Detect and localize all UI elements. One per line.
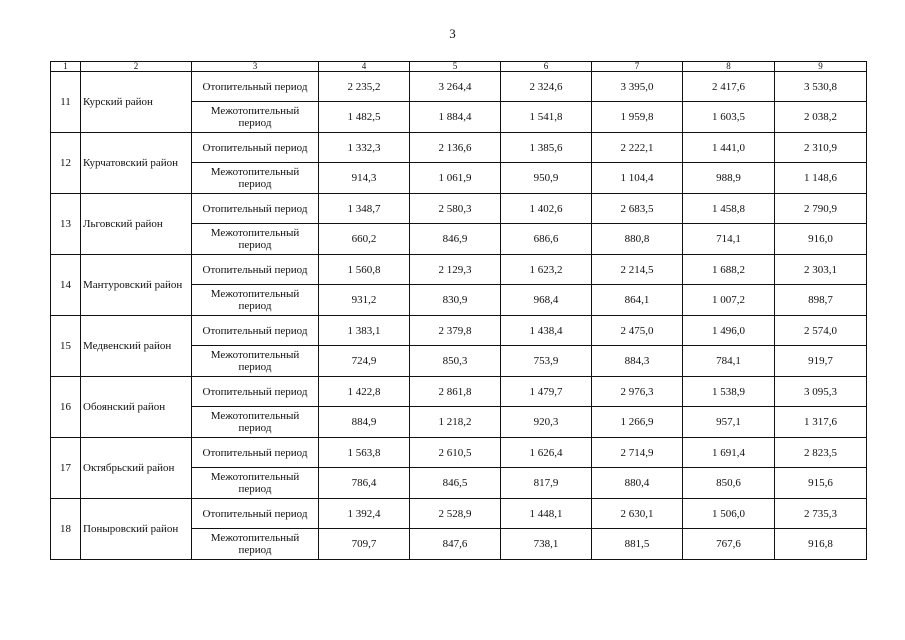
row-number: 14 [51, 255, 81, 316]
value-cell: 968,4 [501, 285, 592, 316]
value-cell: 880,4 [592, 468, 683, 499]
value-cell: 931,2 [319, 285, 410, 316]
value-cell: 2 630,1 [592, 499, 683, 529]
value-cell: 2 610,5 [410, 438, 501, 468]
value-cell: 2 222,1 [592, 133, 683, 163]
value-cell: 2 235,2 [319, 72, 410, 102]
column-number-row [51, 62, 867, 72]
value-cell: 1 266,9 [592, 407, 683, 438]
value-cell: 1 603,5 [683, 102, 775, 133]
value-cell: 686,6 [501, 224, 592, 255]
table-row [51, 194, 867, 224]
value-cell: 2 214,5 [592, 255, 683, 285]
value-cell: 916,8 [775, 529, 867, 560]
value-cell: 2 823,5 [775, 438, 867, 468]
district-name: Льговский район [81, 194, 192, 255]
value-cell: 988,9 [683, 163, 775, 194]
value-cell: 880,8 [592, 224, 683, 255]
value-cell: 884,9 [319, 407, 410, 438]
column-number: 9 [775, 62, 867, 72]
value-cell: 914,3 [319, 163, 410, 194]
district-name: Поныровский район [81, 499, 192, 560]
value-cell: 1 332,3 [319, 133, 410, 163]
value-cell: 709,7 [319, 529, 410, 560]
table-row [51, 133, 867, 163]
tariff-table [50, 61, 867, 560]
column-number: 3 [192, 62, 319, 72]
column-number: 4 [319, 62, 410, 72]
value-cell: 1 061,9 [410, 163, 501, 194]
value-cell: 1 422,8 [319, 377, 410, 407]
value-cell: 1 438,4 [501, 316, 592, 346]
district-name: Обоянский район [81, 377, 192, 438]
period-heating: Отопительный период [192, 499, 319, 529]
value-cell: 714,1 [683, 224, 775, 255]
period-nonheating: Межотопительный период [192, 224, 319, 255]
row-number: 15 [51, 316, 81, 377]
value-cell: 3 530,8 [775, 72, 867, 102]
column-number: 2 [81, 62, 192, 72]
value-cell: 898,7 [775, 285, 867, 316]
value-cell: 1 348,7 [319, 194, 410, 224]
value-cell: 1 317,6 [775, 407, 867, 438]
value-cell: 1 563,8 [319, 438, 410, 468]
district-name: Курский район [81, 72, 192, 133]
value-cell: 2 129,3 [410, 255, 501, 285]
row-number: 13 [51, 194, 81, 255]
page-number: 3 [449, 26, 456, 41]
column-number: 6 [501, 62, 592, 72]
value-cell: 1 383,1 [319, 316, 410, 346]
value-cell: 1 560,8 [319, 255, 410, 285]
value-cell: 2 580,3 [410, 194, 501, 224]
value-cell: 2 735,3 [775, 499, 867, 529]
period-heating: Отопительный период [192, 133, 319, 163]
table-row [51, 377, 867, 407]
row-number: 18 [51, 499, 81, 560]
value-cell: 1 959,8 [592, 102, 683, 133]
value-cell: 846,5 [410, 468, 501, 499]
table-row [51, 499, 867, 529]
value-cell: 1 458,8 [683, 194, 775, 224]
value-cell: 884,3 [592, 346, 683, 377]
value-cell: 3 095,3 [775, 377, 867, 407]
period-nonheating: Межотопительный период [192, 102, 319, 133]
period-nonheating: Межотопительный период [192, 468, 319, 499]
value-cell: 850,6 [683, 468, 775, 499]
value-cell: 2 303,1 [775, 255, 867, 285]
value-cell: 950,9 [501, 163, 592, 194]
value-cell: 1 506,0 [683, 499, 775, 529]
column-number: 5 [410, 62, 501, 72]
value-cell: 1 007,2 [683, 285, 775, 316]
value-cell: 2 417,6 [683, 72, 775, 102]
value-cell: 915,6 [775, 468, 867, 499]
period-nonheating: Межотопительный период [192, 285, 319, 316]
period-heating: Отопительный период [192, 438, 319, 468]
value-cell: 1 218,2 [410, 407, 501, 438]
value-cell: 724,9 [319, 346, 410, 377]
value-cell: 767,6 [683, 529, 775, 560]
row-number: 16 [51, 377, 81, 438]
value-cell: 1 385,6 [501, 133, 592, 163]
table-row [51, 316, 867, 346]
value-cell: 2 324,6 [501, 72, 592, 102]
value-cell: 2 683,5 [592, 194, 683, 224]
value-cell: 1 448,1 [501, 499, 592, 529]
period-heating: Отопительный период [192, 72, 319, 102]
value-cell: 1 691,4 [683, 438, 775, 468]
value-cell: 2 038,2 [775, 102, 867, 133]
district-name: Октябрьский район [81, 438, 192, 499]
value-cell: 2 861,8 [410, 377, 501, 407]
column-number: 1 [51, 62, 81, 72]
value-cell: 1 538,9 [683, 377, 775, 407]
table-row [51, 72, 867, 102]
value-cell: 1 148,6 [775, 163, 867, 194]
value-cell: 864,1 [592, 285, 683, 316]
table-row [51, 255, 867, 285]
value-cell: 1 541,8 [501, 102, 592, 133]
value-cell: 850,3 [410, 346, 501, 377]
value-cell: 919,7 [775, 346, 867, 377]
value-cell: 738,1 [501, 529, 592, 560]
value-cell: 1 104,4 [592, 163, 683, 194]
value-cell: 1 441,0 [683, 133, 775, 163]
value-cell: 957,1 [683, 407, 775, 438]
period-heating: Отопительный период [192, 377, 319, 407]
value-cell: 817,9 [501, 468, 592, 499]
table-row [51, 438, 867, 468]
value-cell: 2 714,9 [592, 438, 683, 468]
value-cell: 847,6 [410, 529, 501, 560]
column-number: 8 [683, 62, 775, 72]
value-cell: 1 482,5 [319, 102, 410, 133]
district-name: Мантуровский район [81, 255, 192, 316]
value-cell: 2 379,8 [410, 316, 501, 346]
column-number: 7 [592, 62, 683, 72]
value-cell: 920,3 [501, 407, 592, 438]
value-cell: 3 395,0 [592, 72, 683, 102]
period-nonheating: Межотопительный период [192, 346, 319, 377]
period-nonheating: Межотопительный период [192, 163, 319, 194]
value-cell: 1 626,4 [501, 438, 592, 468]
period-heating: Отопительный период [192, 316, 319, 346]
value-cell: 2 790,9 [775, 194, 867, 224]
value-cell: 1 623,2 [501, 255, 592, 285]
value-cell: 2 475,0 [592, 316, 683, 346]
value-cell: 784,1 [683, 346, 775, 377]
value-cell: 753,9 [501, 346, 592, 377]
value-cell: 1 496,0 [683, 316, 775, 346]
row-number: 11 [51, 72, 81, 133]
period-nonheating: Межотопительный период [192, 529, 319, 560]
value-cell: 1 884,4 [410, 102, 501, 133]
row-number: 12 [51, 133, 81, 194]
value-cell: 3 264,4 [410, 72, 501, 102]
value-cell: 2 528,9 [410, 499, 501, 529]
value-cell: 830,9 [410, 285, 501, 316]
value-cell: 1 392,4 [319, 499, 410, 529]
value-cell: 1 688,2 [683, 255, 775, 285]
value-cell: 2 976,3 [592, 377, 683, 407]
value-cell: 786,4 [319, 468, 410, 499]
period-heating: Отопительный период [192, 255, 319, 285]
value-cell: 881,5 [592, 529, 683, 560]
value-cell: 1 479,7 [501, 377, 592, 407]
value-cell: 1 402,6 [501, 194, 592, 224]
district-name: Курчатовский район [81, 133, 192, 194]
value-cell: 2 136,6 [410, 133, 501, 163]
row-number: 17 [51, 438, 81, 499]
value-cell: 846,9 [410, 224, 501, 255]
value-cell: 916,0 [775, 224, 867, 255]
value-cell: 660,2 [319, 224, 410, 255]
period-heating: Отопительный период [192, 194, 319, 224]
district-name: Медвенский район [81, 316, 192, 377]
value-cell: 2 310,9 [775, 133, 867, 163]
value-cell: 2 574,0 [775, 316, 867, 346]
period-nonheating: Межотопительный период [192, 407, 319, 438]
